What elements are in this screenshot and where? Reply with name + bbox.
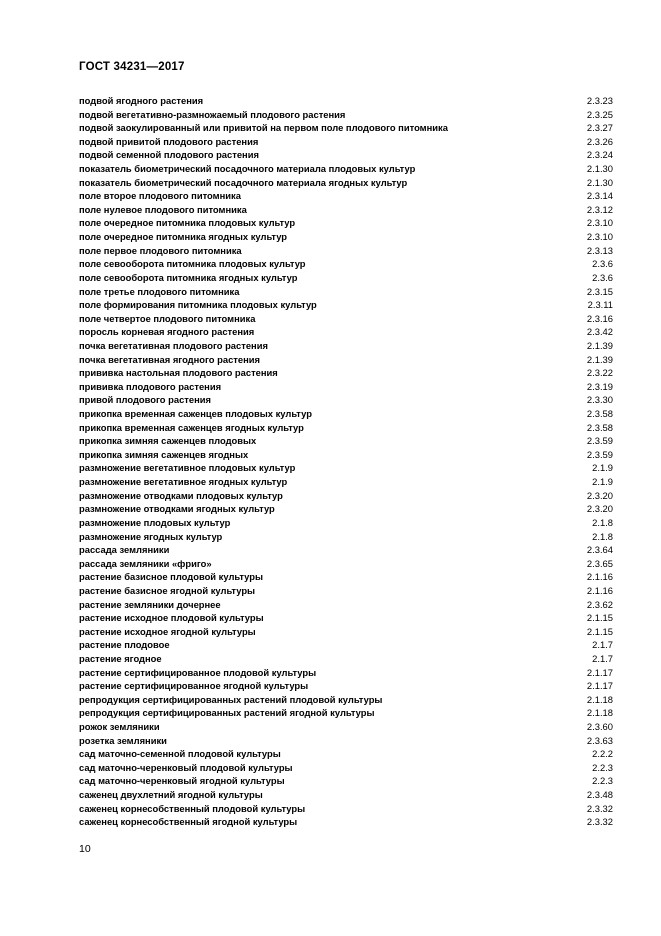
- index-term: подвой вегетативно-размножаемый плодового растения: [79, 108, 346, 120]
- index-term: поросль корневая ягодного растения: [79, 326, 255, 338]
- index-entry: [79, 135, 613, 149]
- index-reference: 2.1.15: [586, 612, 613, 624]
- index-entry: [79, 461, 613, 475]
- index-entry: [79, 298, 613, 312]
- index-reference: 2.3.32: [586, 802, 613, 814]
- index-entry: [79, 475, 613, 489]
- index-reference: 2.1.39: [586, 353, 613, 365]
- index-reference: 2.2.3: [592, 761, 613, 773]
- index-reference: 2.1.17: [586, 680, 613, 692]
- index-entry: [79, 176, 613, 190]
- index-entry: [79, 638, 613, 652]
- index-term: саженец двухлетний ягодной культуры: [79, 789, 263, 801]
- index-term: рассада земляники «фриго»: [79, 557, 212, 569]
- index-entry: [79, 244, 613, 258]
- index-term: растение земляники дочернее: [79, 598, 221, 610]
- index-reference: 2.3.30: [586, 394, 613, 406]
- index-term: прикопка временная саженцев плодовых культур: [79, 408, 312, 420]
- index-reference: 2.3.19: [586, 380, 613, 392]
- index-entry: [79, 189, 613, 203]
- index-entry: [79, 366, 613, 380]
- index-entry: [79, 679, 613, 693]
- index-entry: [79, 788, 613, 802]
- index-term: прививка настольная плодового растения: [79, 367, 278, 379]
- index-entry: [79, 530, 613, 544]
- index-entry: [79, 257, 613, 271]
- alphabetical-index: [79, 94, 613, 829]
- index-reference: 2.3.6: [592, 271, 613, 283]
- index-reference: 2.1.16: [586, 584, 613, 596]
- index-term: растение исходное ягодной культуры: [79, 625, 256, 637]
- index-term: репродукция сертифицированных растений ягодной культуры: [79, 707, 375, 719]
- index-reference: 2.3.59: [586, 448, 613, 460]
- index-entry: [79, 230, 613, 244]
- index-reference: 2.3.13: [586, 244, 613, 256]
- document-header: ГОСТ 34231—2017: [79, 61, 185, 73]
- index-reference: 2.2.3: [592, 775, 613, 787]
- index-term: размножение вегетативное плодовых культур: [79, 462, 296, 474]
- index-reference: 2.3.20: [586, 489, 613, 501]
- index-term: растение сертифицированное ягодной культуры: [79, 680, 309, 692]
- index-reference: 2.1.9: [592, 476, 613, 488]
- index-term: поле нулевое плодового питомника: [79, 203, 247, 215]
- index-reference: 2.3.23: [586, 95, 613, 106]
- index-entry: [79, 761, 613, 775]
- index-term: почка вегетативная плодового растения: [79, 339, 268, 351]
- index-reference: 2.3.65: [586, 557, 613, 569]
- index-term: растение исходное плодовой культуры: [79, 612, 264, 624]
- index-reference: 2.3.58: [586, 408, 613, 420]
- index-term: прикопка зимняя саженцев плодовых: [79, 435, 257, 447]
- index-reference: 2.3.59: [586, 435, 613, 447]
- index-reference: 2.1.15: [586, 625, 613, 637]
- index-term: сад маточно-семенной плодовой культуры: [79, 748, 281, 760]
- index-entry: [79, 94, 613, 108]
- index-term: показатель биометрический посадочного материала плодовых культур: [79, 163, 416, 175]
- index-reference: 2.1.30: [586, 163, 613, 175]
- index-reference: 2.3.12: [586, 203, 613, 215]
- index-term: растение сертифицированное плодовой культуры: [79, 666, 317, 678]
- index-entry: [79, 570, 613, 584]
- index-term: размножение плодовых культур: [79, 516, 231, 528]
- index-reference: 2.3.16: [586, 312, 613, 324]
- index-entry: [79, 802, 613, 816]
- index-entry: [79, 108, 613, 122]
- index-term: поле второе плодового питомника: [79, 190, 241, 202]
- index-entry: [79, 598, 613, 612]
- index-reference: 2.3.48: [586, 789, 613, 801]
- index-reference: 2.3.15: [586, 285, 613, 297]
- index-term: поле очередное питомника ягодных культур: [79, 231, 288, 243]
- index-term: растение плодовое: [79, 639, 170, 651]
- index-entry: [79, 353, 613, 367]
- index-reference: 2.1.16: [586, 571, 613, 583]
- index-entry: [79, 815, 613, 829]
- index-entry: [79, 434, 613, 448]
- index-entry: [79, 652, 613, 666]
- index-reference: 2.3.32: [586, 816, 613, 828]
- index-reference: 2.3.64: [586, 544, 613, 556]
- index-reference: 2.3.10: [586, 217, 613, 229]
- index-term: сад маточно-черенковый ягодной культуры: [79, 775, 285, 787]
- index-entry: [79, 312, 613, 326]
- index-entry: [79, 380, 613, 394]
- index-term: показатель биометрический посадочного материала ягодных культур: [79, 176, 408, 188]
- index-term: поле севооборота питомника плодовых культур: [79, 258, 306, 270]
- index-entry: [79, 325, 613, 339]
- index-reference: 2.1.8: [592, 516, 613, 528]
- index-reference: 2.3.20: [586, 503, 613, 515]
- index-term: подвой привитой плодового растения: [79, 135, 259, 147]
- index-term: поле первое плодового питомника: [79, 244, 242, 256]
- index-term: подвой ягодного растения: [79, 95, 204, 106]
- index-term: поле севооборота питомника ягодных культур: [79, 271, 298, 283]
- index-entry: [79, 734, 613, 748]
- index-entry: [79, 774, 613, 788]
- index-term: поле очередное питомника плодовых культур: [79, 217, 296, 229]
- index-entry: [79, 706, 613, 720]
- index-entry: [79, 339, 613, 353]
- index-term: прикопка зимняя саженцев ягодных: [79, 448, 249, 460]
- index-reference: 2.1.18: [586, 693, 613, 705]
- index-reference: 2.3.62: [586, 598, 613, 610]
- index-entry: [79, 489, 613, 503]
- index-term: прививка плодового растения: [79, 380, 222, 392]
- index-reference: 2.3.42: [586, 326, 613, 338]
- index-term: прикопка временная саженцев ягодных культур: [79, 421, 304, 433]
- index-term: поле формирования питомника плодовых культур: [79, 299, 317, 311]
- index-reference: 2.3.58: [586, 421, 613, 433]
- index-entry: [79, 625, 613, 639]
- index-entry: [79, 557, 613, 571]
- index-term: репродукция сертифицированных растений плодовой культуры: [79, 693, 383, 705]
- index-term: сад маточно-черенковый плодовой культуры: [79, 761, 293, 773]
- index-term: поле четвертое плодового питомника: [79, 312, 256, 324]
- index-entry: [79, 421, 613, 435]
- index-reference: 2.3.11: [587, 299, 613, 311]
- index-entry: [79, 216, 613, 230]
- index-reference: 2.3.10: [586, 231, 613, 243]
- index-entry: [79, 502, 613, 516]
- index-entry: [79, 448, 613, 462]
- index-term: растение базисное ягодной культуры: [79, 584, 256, 596]
- index-term: рожок земляники: [79, 721, 160, 733]
- index-reference: 2.3.6: [592, 258, 613, 270]
- index-reference: 2.1.8: [592, 530, 613, 542]
- index-reference: 2.3.14: [586, 190, 613, 202]
- index-reference: 2.3.26: [586, 135, 613, 147]
- index-entry: [79, 543, 613, 557]
- index-reference: 2.1.17: [586, 666, 613, 678]
- index-entry: [79, 162, 613, 176]
- index-reference: 2.2.2: [592, 748, 613, 760]
- index-entry: [79, 720, 613, 734]
- index-entry: [79, 516, 613, 530]
- index-reference: 2.1.9: [592, 462, 613, 474]
- index-term: поле третье плодового питомника: [79, 285, 240, 297]
- index-reference: 2.3.22: [586, 367, 613, 379]
- index-entry: [79, 611, 613, 625]
- index-entry: [79, 121, 613, 135]
- index-term: размножение отводками плодовых культур: [79, 489, 283, 501]
- index-entry: [79, 693, 613, 707]
- index-reference: 2.3.24: [586, 149, 613, 161]
- index-reference: 2.1.30: [586, 176, 613, 188]
- index-entry: [79, 148, 613, 162]
- index-entry: [79, 393, 613, 407]
- index-term: размножение ягодных культур: [79, 530, 223, 542]
- index-term: почка вегетативная ягодного растения: [79, 353, 260, 365]
- index-term: размножение отводками ягодных культур: [79, 503, 275, 515]
- index-entry: [79, 203, 613, 217]
- index-term: размножение вегетативное ягодных культур: [79, 476, 288, 488]
- index-reference: 2.3.60: [586, 721, 613, 733]
- page-number: 10: [79, 843, 91, 855]
- index-term: растение ягодное: [79, 652, 162, 664]
- index-term: подвой заокулированный или привитой на первом поле плодового питомника: [79, 122, 448, 134]
- index-reference: 2.1.18: [586, 707, 613, 719]
- index-reference: 2.1.7: [592, 639, 613, 651]
- index-entry: [79, 584, 613, 598]
- index-term: рассада земляники: [79, 544, 170, 556]
- index-entry: [79, 407, 613, 421]
- index-term: саженец корнесобственный ягодной культуры: [79, 816, 298, 828]
- index-entry: [79, 285, 613, 299]
- index-term: саженец корнесобственный плодовой культуры: [79, 802, 306, 814]
- index-term: растение базисное плодовой культуры: [79, 571, 264, 583]
- index-reference: 2.3.25: [586, 108, 613, 120]
- index-reference: 2.3.27: [586, 122, 613, 134]
- index-term: привой плодового растения: [79, 394, 211, 406]
- index-term: подвой семенной плодового растения: [79, 149, 259, 161]
- index-entry: [79, 271, 613, 285]
- index-reference: 2.1.39: [586, 339, 613, 351]
- index-entry: [79, 666, 613, 680]
- index-reference: 2.3.63: [586, 734, 613, 746]
- index-term: розетка земляники: [79, 734, 167, 746]
- index-entry: [79, 747, 613, 761]
- index-reference: 2.1.7: [592, 652, 613, 664]
